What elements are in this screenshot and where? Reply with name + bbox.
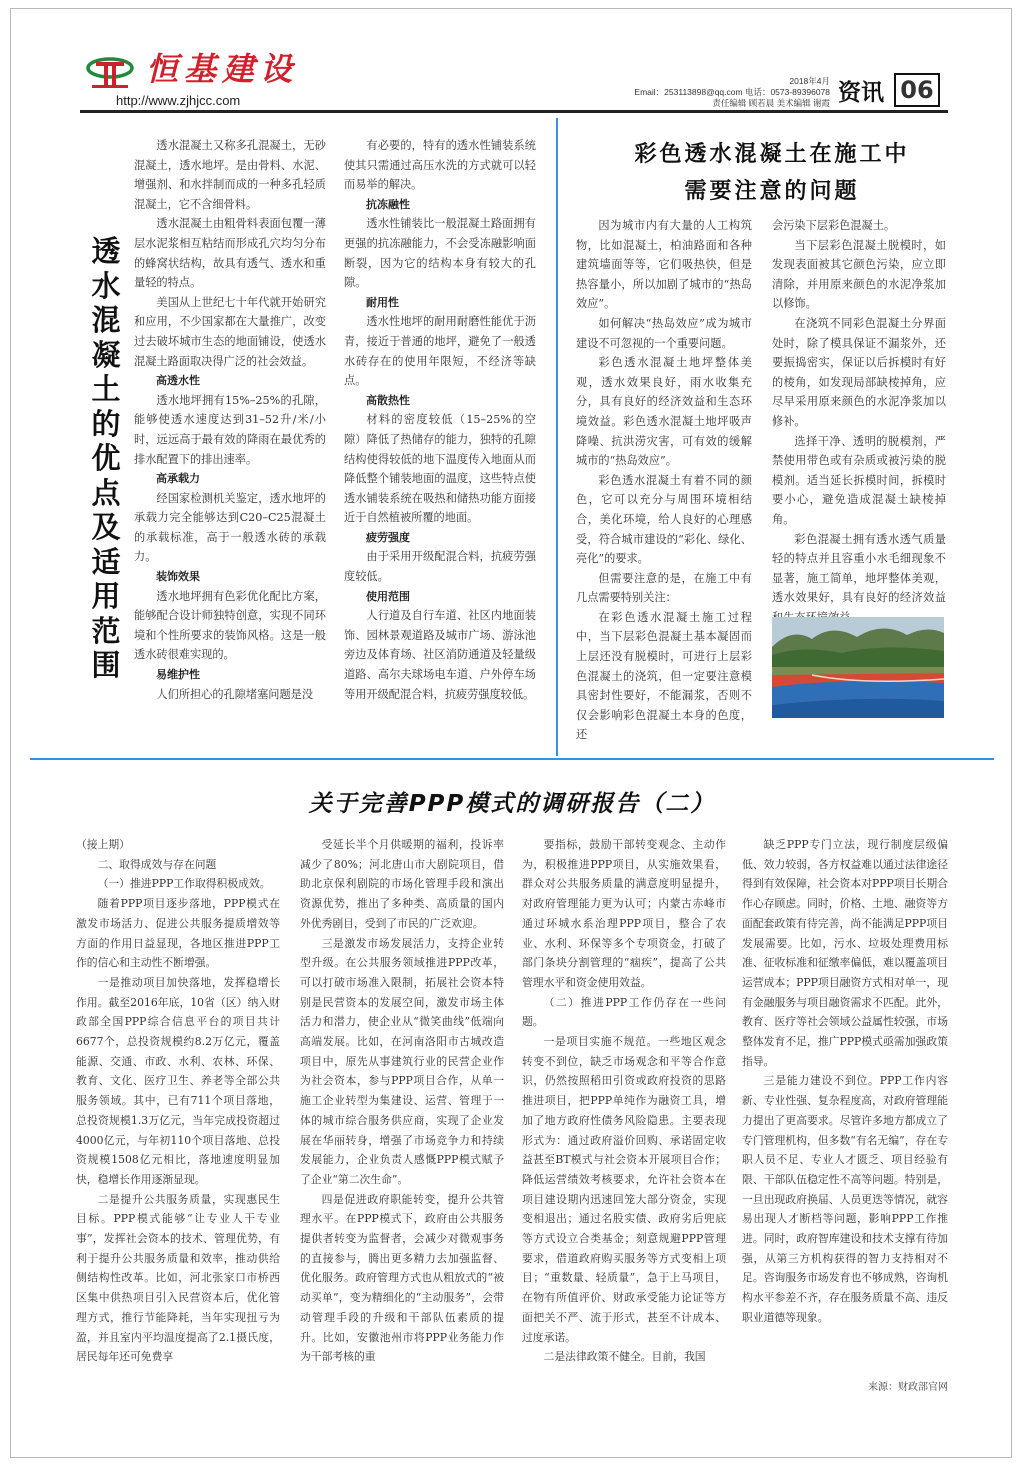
brand-name[interactable]: 恒基建设 [146,50,299,88]
article3-column-2 [300,835,504,1367]
editors-info: 责任编辑 顾若晨 美术编辑 谢霞 [712,98,830,108]
paragraph: 一是项目实施不规范。一些地区观念转变不到位，缺乏市场观念和平等合作意识，仍然按照稻田引资或政府投资的思路推进项目，把PPP单纯作为融资工具，增加了地方政府性债务风险隐患。主要表现形式为：通过政府溢价回购、承诺固定收益甚至BT模式与社会资本开展项目合作；降低运营绩效考核要求，允许社会资本在项目建设期内迅速回笼大部分资金，实现变相退出；通过名股实债、政府劣后兜底等方式设立合类基金；刻意规避PPP管理要求，借道政府购买服务等方式变相上项目；“重数量、轻质量”，急于上马项目，在物有所值评价、财政承受能力论证等方面把关不严、流于形式，甚至不计成本、过度承诺。 [522,1035,726,1344]
column-divider [556,118,558,756]
paragraph: 材料的密度较低（15–25%的空隙）降低了热储存的能力，独特的孔隙结构使得较低的地下温度传入地面从而降低整个铺装地面的温度，这些特点使透水铺装系统在吸热和储热功能方面接近于自然植被所覆的地面。 [344,413,536,525]
paragraph: 人行道及自行车道、社区内地面装饰、园林景观道路及城市广场、游泳池旁边及体育场、社区消防通道及轻量级道路、高尔夫球场电车道、户外停车场等用开级配混合料，抗疲劳强度较低。 [344,609,536,701]
subheading: 使用范围 [366,589,410,603]
title-char: 透 [91,234,121,268]
paragraph: 当下层彩色混凝土脱模时，如发现表面被其它颜色污染，应立即清除，并用原来颜色的水泥净浆加以修饰。 [772,238,946,311]
article2-column-1 [576,216,752,745]
title-char: 混 [91,303,121,337]
subheading: 装饰效果 [156,570,200,584]
brand-logo-icon[interactable] [86,52,134,90]
paragraph: 美国从上世纪七十年代就开始研究和应用，不少国家都在大量推广，改变过去破坏城市生态的地面铺设，使透水混凝土路面取决得广泛的社会效益。 [134,295,326,368]
article3-title: 关于完善PPP模式的调研报告（二） [308,791,716,817]
title-char: 及 [91,510,121,544]
title-char: 凝 [91,337,121,372]
paragraph: 但需要注意的是，在施工中有几点需要特别关注： [576,571,752,605]
paragraph: 二是法律政策不健全。目前，我国 [543,1350,706,1364]
subheading: 耐用性 [366,295,399,309]
paragraph: 会污染下层彩色混凝土。 [772,219,896,232]
paragraph: 在彩色透水混凝土施工过程中，当下层彩色混凝土基本凝固而上层还没有脱模时，可进行上层彩色混凝土的浇筑，但一定要注意模具密封性要好，不能漏浆，否则不仅会影响彩色混凝土本身的色度，还 [576,610,752,742]
paragraph: 如何解决“热岛效应”成为城市建设不可忽视的一个重要问题。 [576,316,752,350]
paragraph: 彩色混凝土拥有透水透气质量轻的特点并且容重小水毛细现象不显著，施工简单，地坪整体美观，透水效果好，具有良好的经济效益 [772,532,946,605]
paragraph: 人们所担心的孔隙堵塞问题是没 [156,687,314,701]
masthead-rule [80,110,948,113]
site-url-link[interactable]: http://www.zjhjcc.com [116,93,241,108]
colored-pavement-photo [772,617,944,718]
title-char: 土 [91,372,121,406]
paragraph: 四是促进政府职能转变，提升公共管理水平。在PPP模式下，政府由公共服务提供者转变为监督者，会减少对微观事务的直接参与，腾出更多精力去加强监督、优化服务。政府管理方式也从粗放式的“被动买单”，变为精细化的“主动服务”，会带动管理手段的升级和干部队伍素质的提升。比如，安徽池州市将PPP业务能力作为干部考核的重 [300,1192,504,1364]
paragraph: 透水混凝土又称多孔混凝土，无砂混凝土，透水地坪。是由骨料、水泥、增强剂、和水拌制而成的一种多孔轻质混凝土，它不含细骨料。 [134,139,326,211]
article2-title-line-1: 彩色透水混凝土在施工中 [634,142,910,167]
title-char: 的 [91,406,121,441]
paragraph: （一）推进PPP工作取得积极成效。 [97,877,271,891]
subheading: 高散热性 [366,393,410,407]
paragraph: 有必要的，特有的透水性铺装系统使其只需通过高压水洗的方式就可以轻而易举的解决。 [344,139,536,192]
subheading: 疲劳强度 [366,530,410,544]
paragraph: 二是提升公共服务质量，实现惠民生目标。PPP模式能够“让专业人干专业事”，发挥社会资本的技术、管理优势，有利于提升公共服务质量和效率，推动供给侧结构性改革。比如，河北张家口市桥西区集中供热项目引入民营资本后，优化管理方式，推行节能降耗，当年实现扭亏为盈，并且室内平均温度提高了2.1摄氏度，居民每年还可免费享 [76,1192,280,1364]
paragraph: 在浇筑不同彩色混凝土分界面处时，除了模具保证不漏浆外，还要振捣密实，保证以后拆模时有好的棱角，如发现局部缺棱掉角，应尽早采用原来颜色的水泥净浆加以修补。 [772,316,946,428]
article1-column-2 [344,136,536,704]
contact-info: Email：253113898@qq.com 电话：0573-89396078 [634,87,830,97]
article3-column-3 [522,835,726,1367]
title-char: 围 [91,648,121,682]
title-char: 优 [91,441,121,475]
paragraph: 受延长半个月供暖期的福利，投诉率减少了80%；河北唐山市大剧院项目，借助北京保利剧院的市场化管理手段和演出资源优势，推出了多种类、高质量的国内外优秀剧目，受到了市民的广泛欢迎。 [300,838,504,930]
paragraph: 缺乏PPP专门立法，现行制度层级偏低、效力较弱，各方权益难以通过法律途径得到有效保障，社会资本对PPP项目长期合作心存顾虑。同时，价格、土地、融资等方面配套政策有待完善，尚不能满足PPP项目发展需要。比如，污水、垃圾处理费用标准、征收标准和征缴率偏低，难以覆盖项目运营成本；PPP项目融资方式相对单一，现有金融服务与项目融资需求不匹配。此外，教育、医疗等社会领域公益属性较强，市场整体发育不足，推广PPP模式亟需加强政策指导。 [742,838,948,1068]
continuation-note: （接上期） [76,838,130,851]
issue-date: 2018年4月 [789,76,830,86]
article2-title-line-2: 需要注意的问题 [684,179,860,204]
paragraph: 彩色透水混凝土有着不同的颜色，它可以充分与周围环境相结合，美化环境，给人良好的心理感受，符合城市建设的“彩化、绿化、亮化”的要求。 [576,473,752,566]
title-char: 用 [91,579,121,613]
paragraph: 透水地坪拥有色彩优化配比方案，能够配合设计师独特创意，实现不同环境和个性所要求的装饰风格。这是一般透水砖很难实现的。 [134,589,326,662]
paragraph: 二、取得成效与存在问题 [97,857,217,871]
subheading: 易维护性 [156,668,200,682]
article3-source: 来源：财政部官网 [868,1382,948,1393]
paragraph: 要指标，鼓励干部转变观念、主动作为，积极推进PPP项目，从实施效果看，群众对公共服务质量的满意度明显提升，对政府管理能力更为认可；内蒙古赤峰市通过环城水系治理PPP项目，整合了农业、水利、环保等多个专项资金，打破了部门条块分割管理的“痼疾”，提高了公共管理水平和资金使用效益。 [522,838,726,989]
title-char: 点 [91,475,121,510]
paragraph: 透水性地坪的耐用耐磨性能优于沥青，接近于普通的地坪，避免了一般透水砖存在的使用年限短，不经济等缺点。 [344,315,536,388]
paragraph: 三是激发市场发展活力，支持企业转型升级。在公共服务领域推进PPP改革，可以打破市场准入限制，拓展社会资本特别是民营资本的发展空间，激发市场主体活力和潜力，使企业从“微笑曲线”低端向高端发展。比如，在河南洛阳市古城改造项目中，原先从事建筑行业的民营企业作为社会资本，参与PPP项目合作，从单一施工企业转型为集建设、运营、管理于一体的城市综合服务供应商，实现了企业发展在华丽转身，增强了市场竞争力和持续发展能力，企业负责人感慨PPP模式赋予了企业“第二次生命”。 [300,936,504,1186]
article3-column-1 [76,835,280,1367]
article1-column-1 [134,136,326,704]
paragraph: 由于采用开级配混合料，抗疲劳强度较低。 [344,550,536,584]
article3-column-4 [742,835,948,1328]
title-char: 适 [91,544,121,579]
paragraph: 透水性铺装比一般混凝土路面拥有更强的抗冻融能力，不会受冻融影响面断裂，因为它的结构本身有较大的孔隙。 [344,217,536,290]
issue-info [600,76,830,109]
paragraph: 因为城市内有大量的人工构筑物，比如混凝土，柏油路面和各种建筑墙面等等，它们吸热快，但是热容量小，所以加剧了城市的“热岛效应”。 [576,219,752,311]
paragraph: 经国家检测机关鉴定，透水地坪的承载力完全能够达到C20–C25混凝土的承载标准，高于一般透水砖的承载力。 [134,491,326,564]
paragraph: 选择干净、透明的脱模剂，严禁使用带色或有杂质或被污染的脱模剂。适当延长拆模时间，拆模时要小心，避免造成混凝土缺棱掉角。 [772,434,946,526]
paragraph: 透水混凝土由粗骨料表面包覆一薄层水泥浆相互粘结而形成孔穴均匀分布的蜂窝状结构，故具有透气、透水和重量轻的特点。 [134,217,326,290]
subheading: 高透水性 [156,374,200,388]
article2-column-2 [772,216,946,627]
paragraph: 透水地坪拥有15%–25%的孔隙，能够使透水速度达到31–52升/米/小时，远远高于最有效的降雨在最优秀的排水配置下的排出速率。 [134,393,326,466]
title-char: 水 [91,268,121,303]
paragraph: 三是能力建设不到位。PPP工作内容新、专业性强、复杂程度高，对政府管理能力提出了更高要求。尽管许多地方都成立了专门管理机构，但多数“有名无编”，存在专职人员不足、专业人才匮乏、项目经验有限、干部队伍稳定性不高等问题。特别是，一旦出现政府换届、人员更迭等情况，就容易出现人才断档等问题，影响PPP工作推进。同时，政府智库建设和技术支撑有待加强，从第三方机构获得的智力支持相对不足。咨询服务市场发育也不够成熟，咨询机构水平参差不齐，存在服务质量不高、违反职业道德等现象。 [742,1074,948,1324]
article2-title [572,136,972,210]
paragraph: 彩色透水混凝土地坪整体美观，透水效果良好，雨水收集充分，具有良好的经济效益和生态环境效益。彩色透水混凝土地坪吸声降噪、抗洪涝灾害，可有效的缓解城市的“热岛效应”。 [576,356,752,468]
subheading: 抗冻融性 [366,197,410,211]
section-header [830,73,940,109]
paragraph: 一是推动项目加快落地，发挥稳增长作用。截至2016年底，10省（区）纳入财政部全国PPP综合信息平台的项目共计6677个，总投资规模约8.2万亿元，覆盖能源、交通、市政、水利、农林、环保、教育、文化、医疗卫生、养老等全部公共服务领域。其中，已有711个项目落地，总投资规模1.3万亿元，当年完成投资超过4000亿元，与年初110个项目落地、总投资规模1508亿元相比，落地速度明显加快，稳增长作用逐渐显现。 [76,975,280,1186]
subheading: 高承载力 [156,472,200,486]
page-number: 06 [894,73,940,107]
section-name: 资讯 [838,79,884,106]
section-divider [30,758,994,760]
paragraph: （二）推进PPP工作仍存在一些问题。 [522,995,726,1029]
article1-vertical-title [86,234,126,683]
title-char: 范 [91,613,121,648]
paragraph: 随着PPP项目逐步落地，PPP模式在激发市场活力、促进公共服务提质增效等方面的作用日益显现，各地区推进PPP工作的信心和主动性不断增强。 [76,897,280,970]
